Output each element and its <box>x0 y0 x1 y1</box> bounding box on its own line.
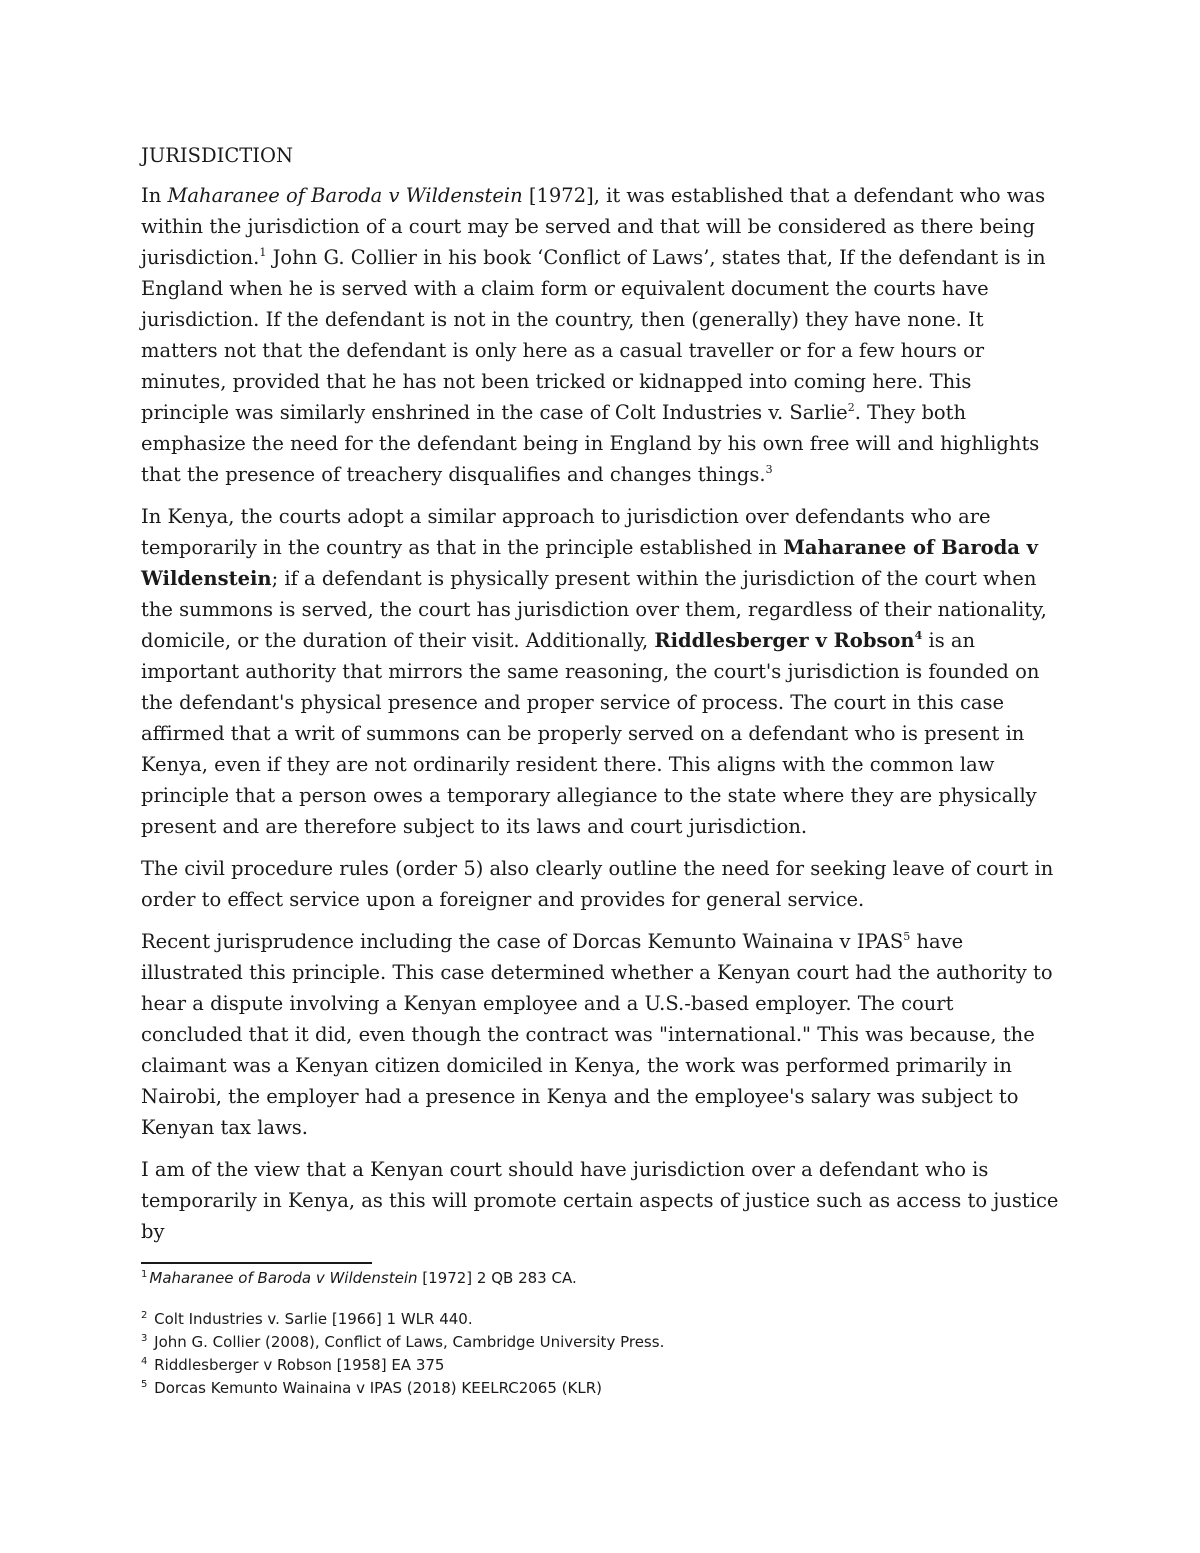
footnote-ref-1[interactable]: 1 <box>259 246 267 259</box>
footnote-ref-2[interactable]: 2 <box>847 401 855 414</box>
p4-text-2: have illustrated this principle. This case determined whether a Kenyan court had the authority to hear a dispute involving a Kenyan employee and a U.S.-based employer. The court concluded that it did, even though the contract was "international." This was because, the claimant was a Kenyan citizen domiciled in Kenya, the work was performed primarily in Nairobi, the employer had a presence in Kenya and the employee's salary was subject to Kenyan tax laws. <box>141 930 1053 1139</box>
footnote-number: 5 <box>141 1379 148 1390</box>
footnote-ref-3[interactable]: 3 <box>765 463 773 476</box>
footnote-case-name: Maharanee of Baroda v Wildenstein <box>149 1269 418 1287</box>
p1-text-4: . They both emphasize the need for the defendant being in England by his own free will and highlights that the presence of treachery disqualifies and changes things. <box>141 401 1040 486</box>
footnote-ref-5[interactable]: 5 <box>903 930 911 943</box>
footnotes-section <box>141 1262 1061 1400</box>
footnote-text: Colt Industries v. Sarlie [1966] 1 WLR 440. <box>149 1310 473 1328</box>
paragraph-5: I am of the view that a Kenyan court should have jurisdiction over a defendant who is temporarily in Kenya, as this will promote certain aspects of justice such as access to justice by <box>141 1158 1059 1243</box>
footnote-text: John G. Collier (2008), Conflict of Laws, Cambridge University Press. <box>149 1333 665 1351</box>
p4-text-1: Recent jurisprudence including the case of Dorcas Kemunto Wainaina v IPAS <box>141 930 904 953</box>
p1-case-name: Maharanee of Baroda v Wildenstein <box>167 184 523 207</box>
p2-text-2: ; if a defendant is physically present within the jurisdiction of the court when the summons is served, the court has jurisdiction over them, regardless of their nationality, domicile, or the duration of their visit. Additionally, <box>141 567 1047 652</box>
paragraph-2 <box>141 501 1061 842</box>
footnote-2 <box>141 1308 1061 1331</box>
p2-text-1: In Kenya, the courts adopt a similar approach to jurisdiction over defendants who are temporarily in the country as that in the principle established in <box>141 505 991 559</box>
footnote-number: 3 <box>141 1333 148 1344</box>
p2-case-name-1: Maharanee of Baroda v Wildenstein <box>141 536 1039 590</box>
p1-text-3: John G. Collier in his book ‘Conflict of Laws’, states that, If the defendant is in England when he is served with a claim form or equivalent document the courts have jurisdiction. If the defendant is not in the country, then (generally) they have none. It matters not that the defendant is only here as a casual traveller or for a few hours or minutes, provided that he has not been tricked or kidnapped into coming here. This principle was similarly enshrined in the case of Colt Industries v. Sarlie <box>141 246 1046 424</box>
footnote-separator <box>141 1262 372 1264</box>
footnote-text: Dorcas Kemunto Wainaina v IPAS (2018) KEELRC2065 (KLR) <box>149 1379 602 1397</box>
footnote-number: 4 <box>141 1356 148 1367</box>
footnote-1 <box>141 1267 1061 1290</box>
paragraph-4 <box>141 926 1061 1143</box>
p2-case-name-2: Riddlesberger v Robson <box>654 629 915 652</box>
footnote-number: 2 <box>141 1310 148 1321</box>
footnote-4 <box>141 1354 1061 1377</box>
p1-text-1: In <box>141 184 168 207</box>
paragraph-3: The civil procedure rules (order 5) also clearly outline the need for seeking leave of court in order to effect service upon a foreigner and provides for general service. <box>141 857 1054 911</box>
footnote-ref-4[interactable]: 4 <box>914 629 923 642</box>
p2-text-3: is an important authority that mirrors the same reasoning, the court's jurisdiction is founded on the defendant's physical presence and proper service of process. The court in this case affirmed that a writ of summons can be properly served on a defendant who is present in Kenya, even if they are not ordinarily resident there. This aligns with the common law principle that a person owes a temporary allegiance to the state where they are physically present and are therefore subject to its laws and court jurisdiction. <box>141 629 1040 838</box>
paragraph-1 <box>141 180 1061 490</box>
p1-text-2: [1972], it was established that a defendant who was within the jurisdiction of a court may be served and that will be considered as there being jurisdiction. <box>141 184 1046 269</box>
footnote-5 <box>141 1377 1061 1400</box>
footnote-number: 1 <box>141 1269 148 1280</box>
footnote-text: Riddlesberger v Robson [1958] EA 375 <box>149 1356 445 1374</box>
footnote-text: [1972] 2 QB 283 CA. <box>417 1269 577 1287</box>
document-body <box>141 140 1061 1258</box>
document-title: JURISDICTION <box>141 144 294 167</box>
footnote-3 <box>141 1331 1061 1354</box>
